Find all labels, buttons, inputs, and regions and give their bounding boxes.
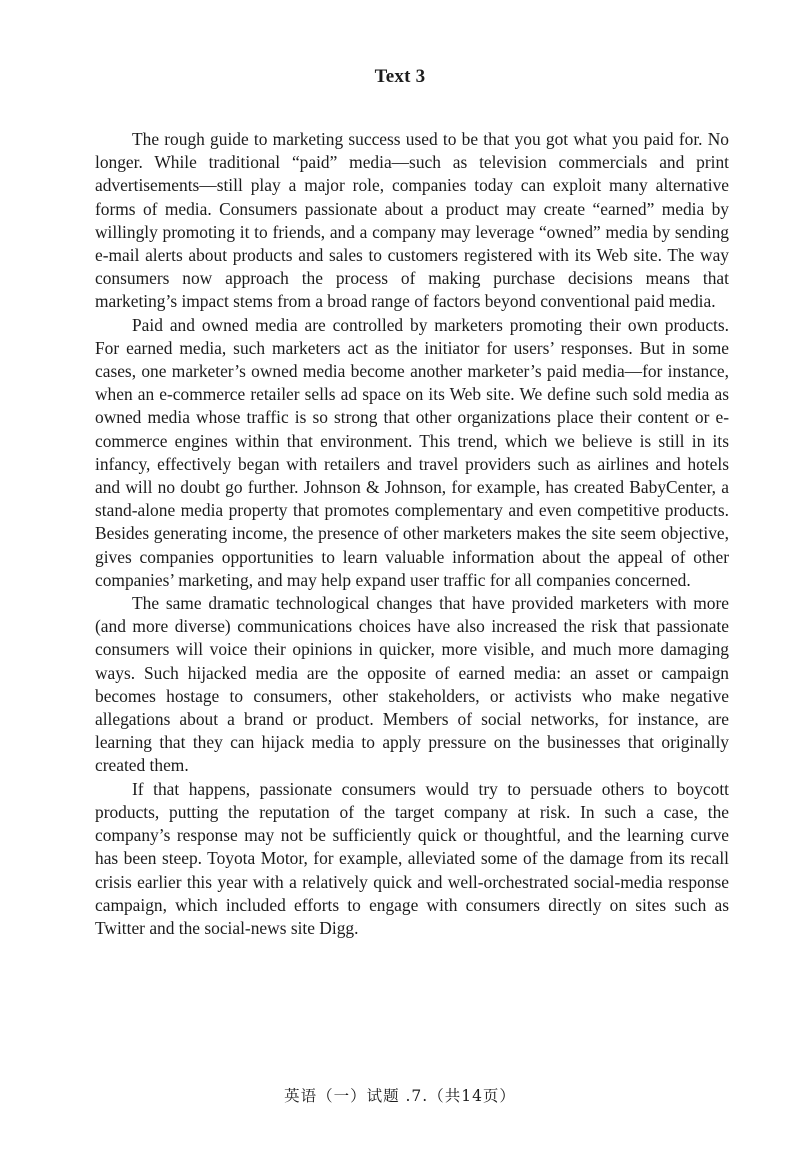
page-footer: 英语（一）试题 .7.（共14页） <box>284 1087 516 1105</box>
paragraph-2: Paid and owned media are controlled by marketers promoting their own products. For earned media, such marketers act as the initiator for users’ responses. But in some cases, one marketer’s owned media become another marketer’s paid media—for instance, when an e-commerce retailer sells ad space on its Web site. We define such sold media as owned media whose traffic is so strong that other organizations place their content or e-commerce engines within that environment. This trend, which we believe is still in its infancy, effectively began with retailers and travel providers such as airlines and hotels and will no doubt go further. Johnson & Johnson, for example, has created BabyCenter, a stand-alone media property that promotes complementary and even competitive products. Besides generating income, the presence of other marketers makes the site seem objective, gives companies opportunities to learn valuable information about the appeal of other companies’ marketing, and may help expand user traffic for all companies concerned. <box>95 314 729 590</box>
passage-title: Text 3 <box>374 66 426 87</box>
paragraph-1: The rough guide to marketing success used to be that you got what you paid for. No longer. While traditional “paid” media—such as television commercials and print advertisements—still play a major role, companies today can exploit many alternative forms of media. Consumers passionate about a product may create “earned” media by willingly promoting it to friends, and a company may leverage “owned” media by sending e-mail alerts about products and sales to customers registered with its Web site. The way consumers now approach the process of making purchase decisions means that marketing’s impact stems from a broad range of factors beyond conventional paid media. <box>95 129 729 312</box>
paragraph-3: The same dramatic technological changes that have provided marketers with more (and more diverse) communications choices have also increased the risk that passionate consumers will voice their opinions in quicker, more visible, and much more damaging ways. Such hijacked media are the opposite of earned media: an asset or campaign becomes hostage to consumers, other stakeholders, or activists who make negative allegations about a brand or product. Members of social networks, for instance, are learning that they can hijack media to apply pressure on the businesses that originally created them. <box>95 593 729 776</box>
passage-body <box>95 128 729 940</box>
paragraph-4: If that happens, passionate consumers would try to persuade others to boycott products, putting the reputation of the target company at risk. In such a case, the company’s response may not be sufficiently quick or thoughtful, and the learning curve has been steep. Toyota Motor, for example, alleviated some of the damage from its recall crisis earlier this year with a relatively quick and well-orchestrated social-media response campaign, which included efforts to engage with consumers directly on sites such as Twitter and the social-news site Digg. <box>95 778 729 938</box>
